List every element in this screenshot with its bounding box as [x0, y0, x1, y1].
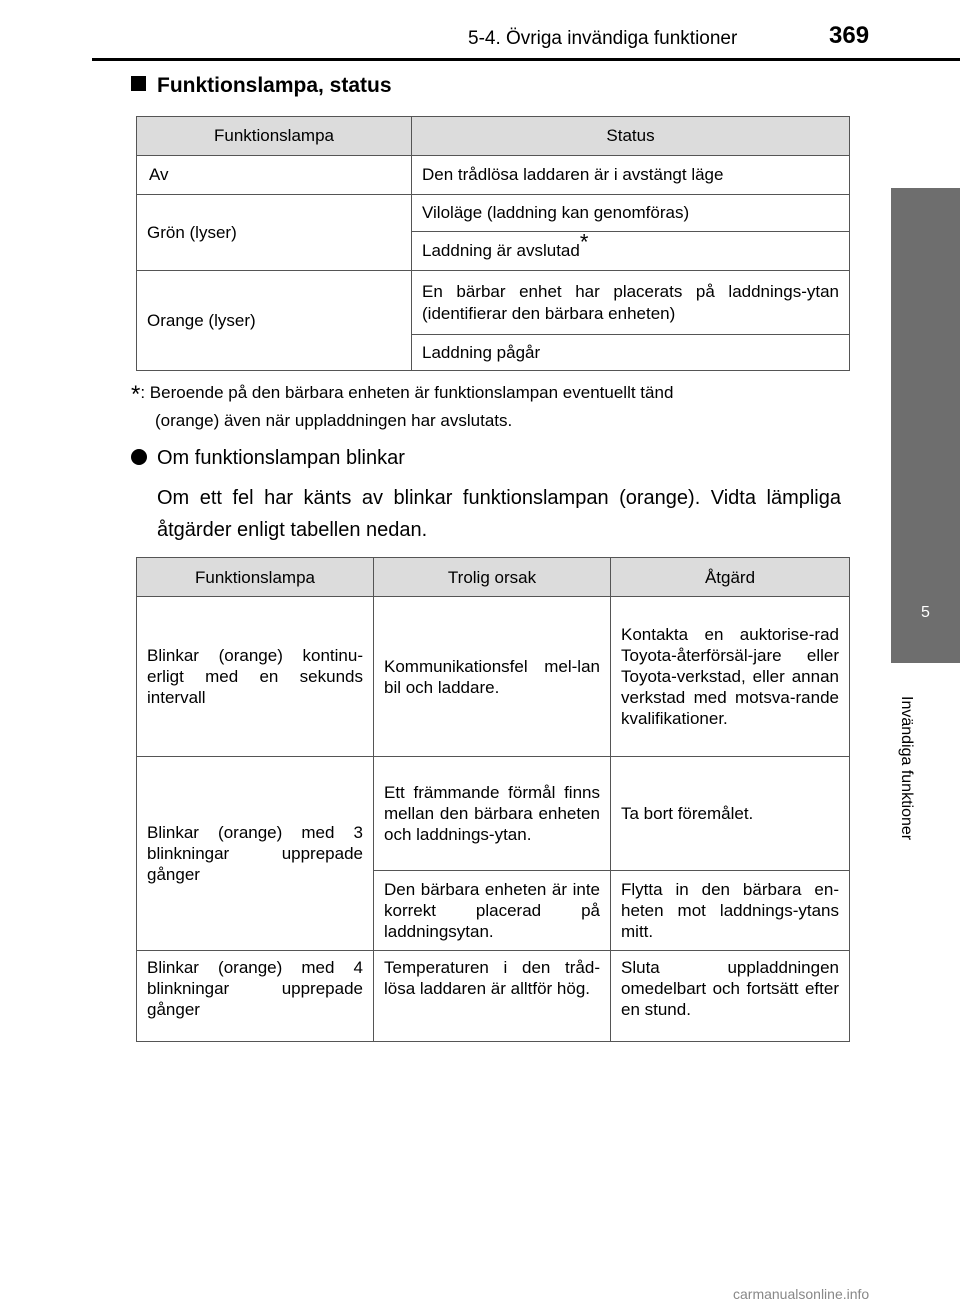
- square-bullet-icon: [131, 76, 146, 91]
- status-green-done: [412, 229, 850, 271]
- blink-lamp-three: Blinkar (orange) med 3 blinkningar upprepade gånger: [137, 757, 374, 951]
- blink-cause-temperature: Temperaturen i den tråd-lösa laddaren är alltför hög.: [374, 951, 611, 1042]
- status-table-header-lamp: Funktionslampa: [137, 117, 412, 156]
- footnote-line-2: (orange) även när uppladdningen har avslutats.: [155, 411, 513, 430]
- chapter-tab-rule: [891, 661, 960, 663]
- status-lamp-off: Av: [137, 156, 412, 195]
- blink-cause-foreign-object: Ett främmande förmål finns mellan den bärbara enheten och laddnings-ytan.: [374, 757, 611, 871]
- watermark: carmanualsonline.info: [733, 1286, 870, 1302]
- blink-table-header-lamp: Funktionslampa: [137, 558, 374, 597]
- status-table: [136, 116, 850, 371]
- blink-table-header-cause: Trolig orsak: [374, 558, 611, 597]
- chapter-number: 5: [921, 604, 930, 621]
- status-lamp-green: Grön (lyser): [137, 195, 412, 271]
- status-orange-detect: En bärbar enhet har placerats på laddnings-ytan (identifierar den bärbara enheten): [412, 271, 850, 335]
- status-green-idle: Viloläge (laddning kan genomföras): [412, 195, 850, 232]
- section-heading-text: Funktionslampa, status: [157, 74, 392, 97]
- footnote-star: *: [131, 381, 141, 408]
- chapter-tab: [891, 188, 960, 661]
- blink-cause-communication: Kommunikationsfel mel-lan bil och laddare.: [374, 597, 611, 757]
- round-bullet-icon: [131, 449, 147, 465]
- blink-lamp-continuous: Blinkar (orange) kontinu-erligt med en sekunds intervall: [137, 597, 374, 757]
- page-number: 369: [829, 22, 870, 49]
- status-table-header-status: Status: [412, 117, 850, 156]
- status-green-done-text: Laddning är avslutad: [422, 241, 580, 260]
- status-off: Den trådlösa laddaren är i avstängt läge: [412, 156, 850, 195]
- blink-cause-misplaced: Den bärbara enheten är inte korrekt placerad på laddningsytan.: [374, 871, 611, 951]
- header-rule: [92, 58, 960, 61]
- footnote-mark: *: [579, 229, 589, 255]
- blink-action-contact-dealer: Kontakta en auktorise-rad Toyota-återförsäl-jare eller Toyota-verkstad, eller annan verkstad med motsva-rande kvalifikationer.: [611, 597, 850, 757]
- instruction-paragraph: Om ett fel har känts av blinkar funktionslampan (orange). Vidta lämpliga åtgärder enligt tabellen nedan.: [157, 487, 841, 541]
- chapter-name: Invändiga funktioner: [898, 696, 915, 841]
- footnote-line-1: : Beroende på den bärbara enheten är funktionslampan eventuellt tänd: [140, 383, 674, 402]
- status-lamp-orange: Orange (lyser): [137, 271, 412, 371]
- section-heading: [131, 74, 392, 98]
- blink-table-header-action: Åtgärd: [611, 558, 850, 597]
- bullet-heading-text: Om funktionslampan blinkar: [157, 447, 405, 469]
- footnote: [131, 380, 842, 434]
- blink-action-pause: Sluta uppladdningen omedelbart och fortsätt efter en stund.: [611, 951, 850, 1042]
- blink-lamp-four: Blinkar (orange) med 4 blinkningar upprepade gånger: [137, 951, 374, 1042]
- blink-action-recenter: Flytta in den bärbara en-heten mot laddnings-ytans mitt.: [611, 871, 850, 951]
- bullet-heading: [131, 447, 405, 470]
- blink-action-remove-object: Ta bort föremålet.: [611, 757, 850, 871]
- running-header: 5-4. Övriga invändiga funktioner: [468, 28, 738, 49]
- status-orange-charging: Laddning pågår: [412, 335, 850, 371]
- blink-table: [136, 557, 850, 1042]
